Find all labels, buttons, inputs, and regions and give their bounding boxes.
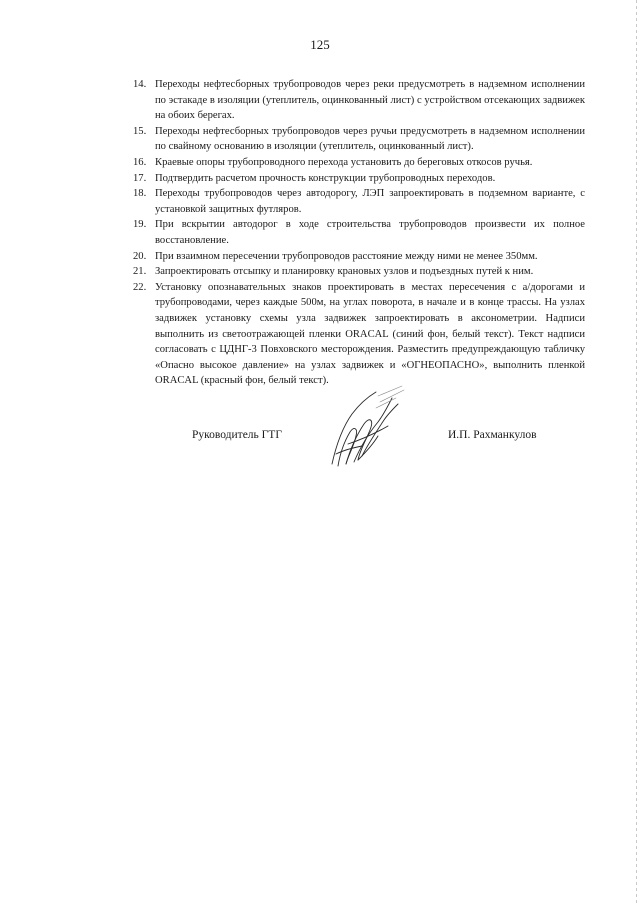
item-number: 17. — [133, 172, 147, 184]
item-number: 18. — [133, 188, 147, 200]
item-number: 22. — [133, 281, 147, 293]
list-item — [133, 217, 585, 248]
requirements-list — [133, 77, 585, 389]
list-item — [133, 124, 585, 155]
item-text: При вскрытии автодорог в ходе строительства трубопроводов произвести их полное восстановление. — [155, 219, 585, 246]
item-number: 15. — [133, 125, 147, 137]
scan-edge-line — [636, 0, 637, 905]
page-number: 125 — [310, 37, 330, 52]
item-number: 20. — [133, 250, 147, 262]
signatory-name: И.П. Рахманкулов — [448, 429, 537, 441]
item-text: Переходы нефтесборных трубопроводов через реки предусмотреть в надземном исполнении по эстакаде в изоляции (утеплитель, оцинкованный лист) с устройством отсекающих задвижек на обоих берегах. — [155, 79, 585, 122]
item-text: Подтвердить расчетом прочность конструкции трубопроводных переходов. — [155, 172, 496, 184]
list-item — [133, 171, 585, 187]
list-item — [133, 155, 585, 171]
list-item — [133, 186, 585, 217]
handwritten-signature — [318, 384, 408, 470]
item-text: Запроектировать отсыпку и планировку крановых узлов и подъездных путей к ним. — [155, 266, 534, 278]
list-item — [133, 249, 585, 265]
item-text: Переходы трубопроводов через автодорогу, ЛЭП запроектировать в подземном варианте, с установкой защитных футляров. — [155, 188, 585, 215]
signatory-title: Руководитель ГТГ — [192, 429, 282, 441]
item-number: 16. — [133, 156, 147, 168]
item-text: Краевые опоры трубопроводного перехода установить до береговых откосов ручья. — [155, 156, 533, 168]
item-text: Установку опознавательных знаков проектировать в местах пересечения с а/дорогами и трубопроводами, через каждые 500м, на углах поворота, в начале и в конце трассы. На узлах задвижек установку схемы узла задвижек запроектировать в аксонометрии. Надписи выполнить из светоотражающей пленки ORACAL (синий фон, белый текст). Текст надписи согласовать с ЦДНГ-3 Повховского месторождения. Разместить предупреждающую табличку «Опасно высокое давление» на узлах задвижек и «ОГНЕОПАСНО», выполнить пленкой ORACAL (красный фон, белый текст). — [155, 281, 585, 387]
item-text: При взаимном пересечении трубопроводов расстояние между ними не менее 350мм. — [155, 250, 538, 262]
item-text: Переходы нефтесборных трубопроводов через ручьи предусмотреть в надземном исполнении по свайному основанию в изоляции (утеплитель, оцинкованный лист). — [155, 125, 585, 153]
list-item — [133, 77, 585, 124]
item-number: 19. — [133, 219, 147, 231]
list-item — [133, 264, 585, 280]
list-item — [133, 280, 585, 389]
item-number: 21. — [133, 266, 147, 278]
item-number: 14. — [133, 79, 147, 90]
